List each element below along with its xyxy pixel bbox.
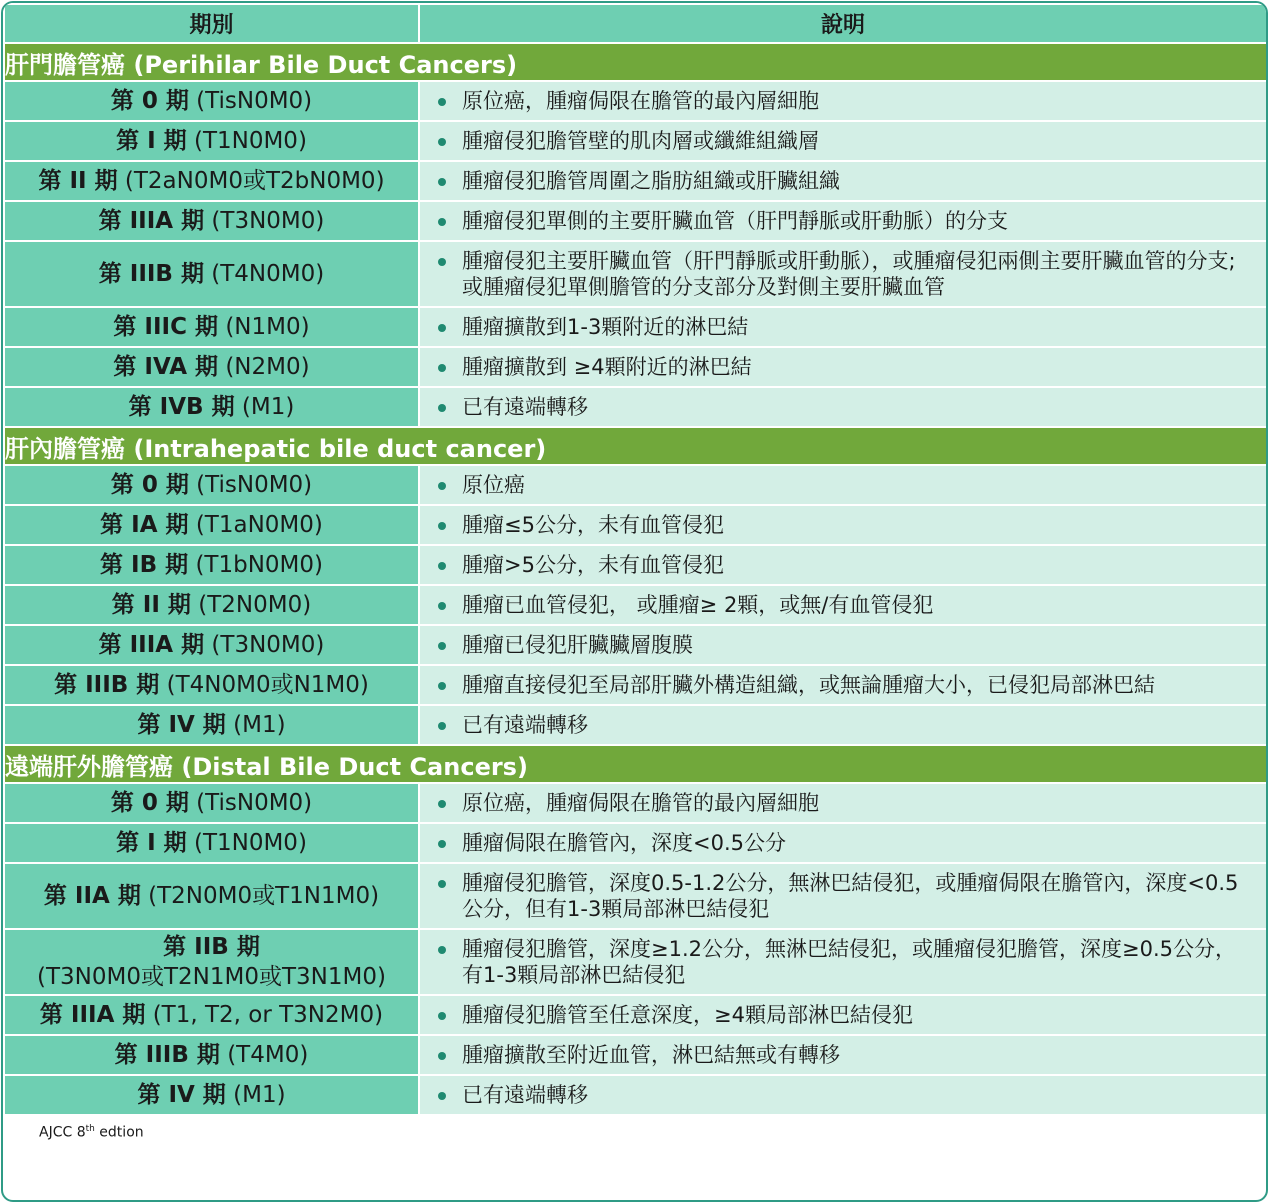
tnm-code: (TisN0M0) <box>196 472 313 498</box>
stage-cell <box>4 307 419 347</box>
stage-label: 第 IVA 期 <box>113 354 219 380</box>
header-stage: 期別 <box>4 4 419 43</box>
description-cell <box>419 387 1267 427</box>
stage-label: 第 IIA 期 <box>43 883 141 909</box>
description-cell <box>419 665 1267 705</box>
description-text: 腫瘤侵犯單側的主要肝臟血管（肝門靜脈或肝動脈）的分支 <box>462 209 1008 233</box>
stage-cell <box>4 783 419 823</box>
stage-cell <box>4 81 419 121</box>
stage-label: 第 IB 期 <box>100 552 189 578</box>
description-item <box>420 394 1266 420</box>
stage-label: 第 IA 期 <box>100 512 189 538</box>
stage-label: 第 0 期 <box>110 88 189 114</box>
bullet-icon <box>438 482 446 490</box>
tnm-code: (T4M0) <box>227 1042 309 1068</box>
description-text: 腫瘤擴散到 ≥4顆附近的淋巴結 <box>462 355 752 379</box>
table-row <box>4 121 1267 161</box>
stage-cell <box>4 241 419 307</box>
tnm-code: (N1M0) <box>225 314 310 340</box>
table-body <box>4 43 1267 1115</box>
bullet-icon <box>438 404 446 412</box>
stage-cell <box>4 465 419 505</box>
bullet-icon <box>438 840 446 848</box>
description-item <box>420 712 1266 738</box>
stage-cell <box>4 545 419 585</box>
table-row <box>4 823 1267 863</box>
staging-table-frame <box>1 1 1268 1202</box>
bullet-icon <box>438 324 446 332</box>
table-row <box>4 161 1267 201</box>
section-title: 遠端肝外膽管癌 (Distal Bile Duct Cancers) <box>4 745 1267 783</box>
stage-label: 第 IIIB 期 <box>54 672 160 698</box>
description-item <box>420 790 1266 816</box>
description-item <box>420 632 1266 658</box>
bullet-icon <box>438 258 446 266</box>
description-text: 腫瘤>5公分，未有血管侵犯 <box>462 553 724 577</box>
bullet-icon <box>438 138 446 146</box>
table-row <box>4 505 1267 545</box>
stage-cell <box>4 863 419 929</box>
bullet-icon <box>438 178 446 186</box>
description-cell <box>419 241 1267 307</box>
bullet-icon <box>438 218 446 226</box>
description-item <box>420 1002 1266 1028</box>
stage-label: 第 0 期 <box>110 790 189 816</box>
edition-sup: th <box>85 1123 95 1134</box>
tnm-code: (M1) <box>233 712 286 738</box>
description-cell <box>419 545 1267 585</box>
description-cell <box>419 505 1267 545</box>
description-cell <box>419 863 1267 929</box>
description-cell <box>419 585 1267 625</box>
description-item <box>420 472 1266 498</box>
description-cell <box>419 465 1267 505</box>
bullet-icon <box>438 1092 446 1100</box>
table-row <box>4 81 1267 121</box>
staging-table <box>3 3 1268 1150</box>
section-header <box>4 427 1267 465</box>
bullet-icon <box>438 880 446 888</box>
table-row <box>4 783 1267 823</box>
stage-label: 第 IIIA 期 <box>98 632 205 658</box>
tnm-code: (M1) <box>233 1082 286 1108</box>
stage-label: 第 IV 期 <box>137 712 226 738</box>
tnm-code: (T2N0M0或T1N1M0) <box>148 883 380 909</box>
description-item <box>420 552 1266 578</box>
tnm-code: (T2N0M0) <box>198 592 312 618</box>
stage-cell <box>4 121 419 161</box>
stage-label: 第 0 期 <box>110 472 189 498</box>
tnm-code: (T1aN0M0) <box>195 512 323 538</box>
description-text: 腫瘤直接侵犯至局部肝臟外構造組織，或無論腫瘤大小，已侵犯局部淋巴結 <box>462 673 1155 697</box>
table-row <box>4 665 1267 705</box>
tnm-code: (T1N0M0) <box>193 128 307 154</box>
description-item <box>420 168 1266 194</box>
stage-cell <box>4 929 419 995</box>
bullet-icon <box>438 682 446 690</box>
description-item <box>420 512 1266 538</box>
description-cell <box>419 1075 1267 1115</box>
tnm-code: (M1) <box>241 394 295 420</box>
description-text: 腫瘤侵犯膽管至任意深度，≥4顆局部淋巴結侵犯 <box>462 1003 913 1027</box>
stage-cell <box>4 665 419 705</box>
stage-cell <box>4 505 419 545</box>
header-row <box>4 4 1267 43</box>
description-text: 已有遠端轉移 <box>462 713 588 737</box>
tnm-code: (T1N0M0) <box>193 830 307 856</box>
edition-note <box>4 1115 1267 1149</box>
description-item <box>420 128 1266 154</box>
bullet-icon <box>438 642 446 650</box>
description-text: 腫瘤侵犯膽管周圍之脂肪組織或肝臟組織 <box>462 169 840 193</box>
table-row <box>4 863 1267 929</box>
stage-cell <box>4 625 419 665</box>
table-row <box>4 625 1267 665</box>
bullet-icon <box>438 602 446 610</box>
description-text: 腫瘤已血管侵犯， 或腫瘤≥ 2顆，或無/有血管侵犯 <box>462 593 934 617</box>
stage-label: 第 IIB 期 <box>163 934 260 960</box>
tnm-code: (T4N0M0) <box>211 261 325 287</box>
tnm-code: (N2M0) <box>225 354 310 380</box>
description-cell <box>419 81 1267 121</box>
description-cell <box>419 783 1267 823</box>
description-cell <box>419 161 1267 201</box>
description-cell <box>419 201 1267 241</box>
edition-prefix: AJCC 8 <box>39 1124 86 1141</box>
stage-cell <box>4 1035 419 1075</box>
stage-label: 第 I 期 <box>116 830 187 856</box>
table-row <box>4 929 1267 995</box>
table-row <box>4 545 1267 585</box>
stage-label: 第 IIIA 期 <box>39 1002 146 1028</box>
description-item <box>420 592 1266 618</box>
stage-label: 第 II 期 <box>111 592 191 618</box>
table-row <box>4 465 1267 505</box>
description-cell <box>419 705 1267 745</box>
description-text: 腫瘤侵犯主要肝臟血管（肝門靜脈或肝動脈），或腫瘤侵犯兩側主要肝臟血管的分支; 或腫瘤侵犯單側膽管的分支部分及對側主要肝臟血管 <box>462 249 1236 299</box>
stage-cell <box>4 995 419 1035</box>
stage-cell <box>4 161 419 201</box>
header-description: 說明 <box>419 4 1267 43</box>
description-text: 原位癌，腫瘤侷限在膽管的最內層細胞 <box>462 89 819 113</box>
description-cell <box>419 995 1267 1035</box>
tnm-code: (TisN0M0) <box>196 790 313 816</box>
bullet-icon <box>438 800 446 808</box>
description-text: 原位癌 <box>462 473 525 497</box>
table-row <box>4 201 1267 241</box>
stage-label: 第 I 期 <box>116 128 187 154</box>
stage-label: 第 IIIA 期 <box>98 208 205 234</box>
section-title: 肝門膽管癌 (Perihilar Bile Duct Cancers) <box>4 43 1267 81</box>
description-item <box>420 354 1266 380</box>
description-cell <box>419 625 1267 665</box>
table-row <box>4 995 1267 1035</box>
stage-cell <box>4 201 419 241</box>
table-row <box>4 241 1267 307</box>
bullet-icon <box>438 522 446 530</box>
section-title: 肝內膽管癌 (Intrahepatic bile duct cancer) <box>4 427 1267 465</box>
tnm-code: (T3N0M0或T2N1M0或T3N1M0) <box>37 964 386 990</box>
stage-label: 第 IIIB 期 <box>114 1042 220 1068</box>
description-item <box>420 1082 1266 1108</box>
tnm-code: (T3N0M0) <box>211 632 325 658</box>
description-text: 腫瘤≤5公分，未有血管侵犯 <box>462 513 724 537</box>
stage-label: 第 IV 期 <box>137 1082 226 1108</box>
tnm-code: (TisN0M0) <box>196 88 313 114</box>
bullet-icon <box>438 1052 446 1060</box>
description-item <box>420 936 1266 988</box>
edition-suffix: edtion <box>94 1124 144 1141</box>
description-cell <box>419 307 1267 347</box>
stage-label: 第 IVB 期 <box>128 394 235 420</box>
stage-cell <box>4 823 419 863</box>
bullet-icon <box>438 364 446 372</box>
bullet-icon <box>438 562 446 570</box>
description-cell <box>419 929 1267 995</box>
bullet-icon <box>438 98 446 106</box>
tnm-code: (T1, T2, or T3N2M0) <box>152 1002 384 1028</box>
description-item <box>420 870 1266 922</box>
description-text: 腫瘤侵犯膽管，深度≥1.2公分，無淋巴結侵犯，或腫瘤侵犯膽管，深度≥0.5公分，有1-3顆局部淋巴結侵犯 <box>462 937 1236 987</box>
description-item <box>420 672 1266 698</box>
table-row <box>4 387 1267 427</box>
stage-cell <box>4 1075 419 1115</box>
description-text: 腫瘤擴散至附近血管，淋巴結無或有轉移 <box>462 1043 840 1067</box>
table-row <box>4 705 1267 745</box>
table-row <box>4 1035 1267 1075</box>
section-header <box>4 43 1267 81</box>
description-text: 腫瘤侵犯膽管，深度0.5-1.2公分，無淋巴結侵犯，或腫瘤侷限在膽管內，深度<0.5公分，但有1-3顆局部淋巴結侵犯 <box>462 871 1239 921</box>
tnm-code: (T1bN0M0) <box>195 552 323 578</box>
stage-cell <box>4 347 419 387</box>
table-row <box>4 347 1267 387</box>
description-item <box>420 1042 1266 1068</box>
description-text: 原位癌，腫瘤侷限在膽管的最內層細胞 <box>462 791 819 815</box>
bullet-icon <box>438 1012 446 1020</box>
description-cell <box>419 347 1267 387</box>
stage-label: 第 IIIC 期 <box>113 314 218 340</box>
bullet-icon <box>438 722 446 730</box>
table-row <box>4 585 1267 625</box>
table-row <box>4 307 1267 347</box>
section-header <box>4 745 1267 783</box>
description-text: 已有遠端轉移 <box>462 395 588 419</box>
stage-cell <box>4 705 419 745</box>
description-item <box>420 314 1266 340</box>
description-item <box>420 208 1266 234</box>
description-cell <box>419 1035 1267 1075</box>
stage-label: 第 II 期 <box>38 168 118 194</box>
description-text: 已有遠端轉移 <box>462 1083 588 1107</box>
tnm-code: (T2aN0M0或T2bN0M0) <box>124 168 385 194</box>
description-item <box>420 830 1266 856</box>
stage-cell <box>4 585 419 625</box>
description-text: 腫瘤侵犯膽管壁的肌肉層或纖維組織層 <box>462 129 819 153</box>
stage-cell <box>4 387 419 427</box>
description-item <box>420 88 1266 114</box>
description-cell <box>419 121 1267 161</box>
table-row <box>4 1075 1267 1115</box>
bullet-icon <box>438 946 446 954</box>
description-text: 腫瘤擴散到1-3顆附近的淋巴結 <box>462 315 749 339</box>
description-text: 腫瘤已侵犯肝臟臟層腹膜 <box>462 633 693 657</box>
description-text: 腫瘤侷限在膽管內，深度<0.5公分 <box>462 831 786 855</box>
footer-row <box>4 1115 1267 1149</box>
description-cell <box>419 823 1267 863</box>
description-item <box>420 248 1266 300</box>
tnm-code: (T4N0M0或N1M0) <box>166 672 369 698</box>
tnm-code: (T3N0M0) <box>211 208 325 234</box>
stage-label: 第 IIIB 期 <box>98 261 204 287</box>
